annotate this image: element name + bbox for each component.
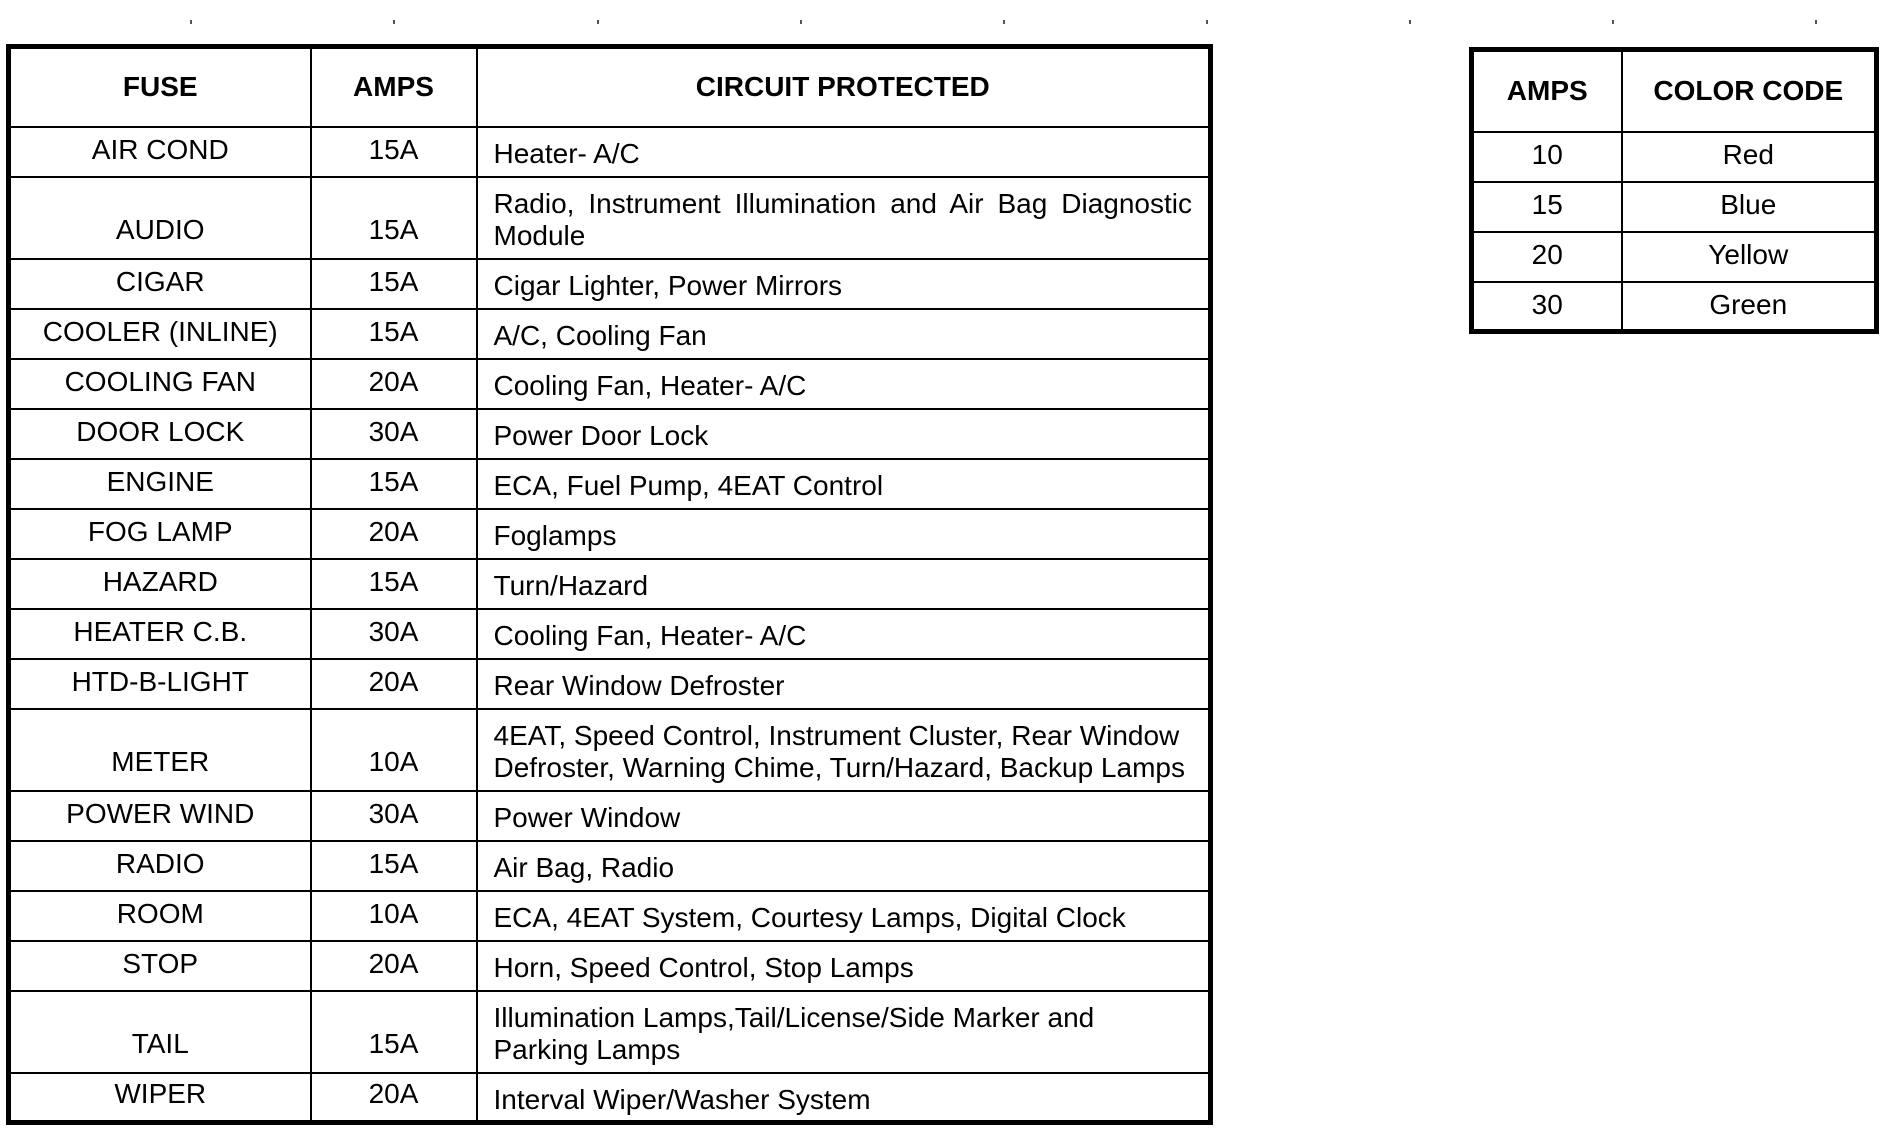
fuse-amps: 15A — [311, 841, 477, 891]
table-row — [1472, 182, 1877, 232]
fuse-name: COOLER (INLINE) — [9, 309, 311, 359]
amps-value: 30 — [1472, 282, 1622, 332]
table-row — [9, 359, 1211, 409]
circuit-protected: Power Door Lock — [477, 409, 1211, 459]
amps-column-header: AMPS — [1472, 50, 1622, 132]
circuit-protected: Horn, Speed Control, Stop Lamps — [477, 941, 1211, 991]
margin-tick — [597, 20, 599, 24]
fuse-table-header-row — [9, 47, 1211, 127]
circuit-protected: Interval Wiper/Washer System — [477, 1073, 1211, 1123]
fuse-amps: 15A — [311, 991, 477, 1073]
margin-tick — [1409, 20, 1411, 24]
table-row — [9, 709, 1211, 791]
circuit-protected: ECA, 4EAT System, Courtesy Lamps, Digital Clock — [477, 891, 1211, 941]
fuse-amps: 15A — [311, 259, 477, 309]
margin-tick — [1612, 20, 1614, 24]
table-row — [9, 177, 1211, 259]
fuse-name: DOOR LOCK — [9, 409, 311, 459]
table-row — [9, 891, 1211, 941]
fuse-name: POWER WIND — [9, 791, 311, 841]
fuse-name: COOLING FAN — [9, 359, 311, 409]
margin-tick — [1206, 20, 1208, 24]
color-value: Red — [1622, 132, 1877, 182]
table-row — [1472, 232, 1877, 282]
circuit-protected: A/C, Cooling Fan — [477, 309, 1211, 359]
table-row — [9, 991, 1211, 1073]
circuit-protected: Air Bag, Radio — [477, 841, 1211, 891]
table-row — [9, 941, 1211, 991]
fuse-column-header: FUSE — [9, 47, 311, 127]
margin-tick — [393, 20, 395, 24]
fuse-amps: 30A — [311, 409, 477, 459]
circuit-protected: Foglamps — [477, 509, 1211, 559]
fuse-amps: 15A — [311, 559, 477, 609]
color-table-header-row — [1472, 50, 1877, 132]
table-row — [9, 459, 1211, 509]
circuit-protected: Rear Window Defroster — [477, 659, 1211, 709]
table-row — [1472, 132, 1877, 182]
table-row — [9, 127, 1211, 177]
table-row — [9, 509, 1211, 559]
circuit-protected: Cigar Lighter, Power Mirrors — [477, 259, 1211, 309]
fuse-name: HAZARD — [9, 559, 311, 609]
amps-value: 15 — [1472, 182, 1622, 232]
fuse-amps: 15A — [311, 309, 477, 359]
fuse-name: AUDIO — [9, 177, 311, 259]
color-value: Yellow — [1622, 232, 1877, 282]
amps-value: 10 — [1472, 132, 1622, 182]
fuse-amps: 30A — [311, 609, 477, 659]
circuit-protected: Power Window — [477, 791, 1211, 841]
fuse-name: AIR COND — [9, 127, 311, 177]
fuse-amps: 30A — [311, 791, 477, 841]
fuse-amps: 20A — [311, 509, 477, 559]
table-row — [9, 1073, 1211, 1123]
margin-tick — [800, 20, 802, 24]
fuse-amps: 20A — [311, 359, 477, 409]
circuit-protected: ECA, Fuel Pump, 4EAT Control — [477, 459, 1211, 509]
fuse-name: HTD-B-LIGHT — [9, 659, 311, 709]
amps-value: 20 — [1472, 232, 1622, 282]
color-value: Blue — [1622, 182, 1877, 232]
circuit-protected: Cooling Fan, Heater- A/C — [477, 609, 1211, 659]
circuit-protected: Illumination Lamps,Tail/License/Side Marker and Parking Lamps — [477, 991, 1211, 1073]
color-code-column-header: COLOR CODE — [1622, 50, 1877, 132]
circuit-protected: Turn/Hazard — [477, 559, 1211, 609]
margin-tick — [190, 20, 192, 24]
table-row — [9, 409, 1211, 459]
fuse-name: WIPER — [9, 1073, 311, 1123]
fuse-amps: 20A — [311, 1073, 477, 1123]
circuit-protected: Radio, Instrument Illumination and Air Bag Diagnostic Module — [477, 177, 1211, 259]
fuse-amps: 10A — [311, 891, 477, 941]
fuse-amps: 20A — [311, 659, 477, 709]
circuit-protected: Heater- A/C — [477, 127, 1211, 177]
table-row — [9, 559, 1211, 609]
fuse-name: ROOM — [9, 891, 311, 941]
table-row — [9, 791, 1211, 841]
table-row — [9, 259, 1211, 309]
fuse-amps: 20A — [311, 941, 477, 991]
fuse-name: STOP — [9, 941, 311, 991]
color-value: Green — [1622, 282, 1877, 332]
circuit-protected: 4EAT, Speed Control, Instrument Cluster, Rear Window Defroster, Warning Chime, Turn/Hazard, Backup Lamps — [477, 709, 1211, 791]
fuse-name: ENGINE — [9, 459, 311, 509]
fuse-amps: 15A — [311, 459, 477, 509]
table-row — [9, 609, 1211, 659]
fuse-table — [6, 44, 1213, 1125]
fuse-amps: 15A — [311, 127, 477, 177]
fuse-name: FOG LAMP — [9, 509, 311, 559]
fuse-name: RADIO — [9, 841, 311, 891]
fuse-amps: 15A — [311, 177, 477, 259]
amps-column-header: AMPS — [311, 47, 477, 127]
margin-tick — [1815, 20, 1817, 24]
margin-tick — [1003, 20, 1005, 24]
fuse-name: METER — [9, 709, 311, 791]
circuit-protected: Cooling Fan, Heater- A/C — [477, 359, 1211, 409]
table-row — [9, 309, 1211, 359]
fuse-name: TAIL — [9, 991, 311, 1073]
fuse-name: CIGAR — [9, 259, 311, 309]
table-row — [9, 659, 1211, 709]
color-code-table — [1469, 47, 1879, 334]
table-row — [1472, 282, 1877, 332]
fuse-name: HEATER C.B. — [9, 609, 311, 659]
circuit-column-header: CIRCUIT PROTECTED — [477, 47, 1211, 127]
fuse-amps: 10A — [311, 709, 477, 791]
table-row — [9, 841, 1211, 891]
